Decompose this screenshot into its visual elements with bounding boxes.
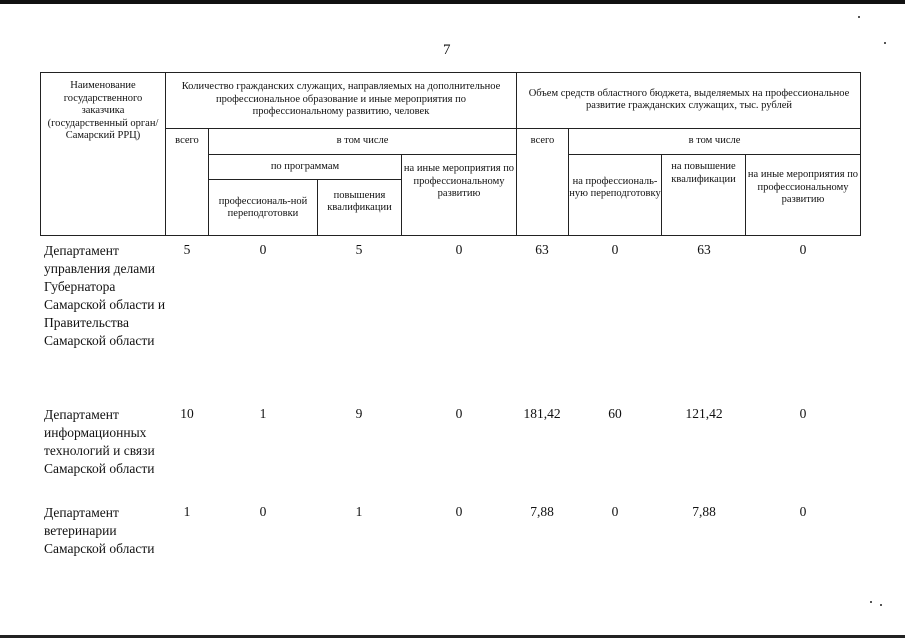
cell-quantity-retraining: 0 (259, 242, 267, 257)
cell-quantity-total: 1 (183, 504, 191, 519)
top-border-rule (0, 0, 905, 4)
cell-budget-total: 7,88 (530, 504, 554, 519)
header-budget-total: всего (530, 135, 555, 146)
cell-quantity-qualification: 9 (355, 406, 363, 421)
bottom-border-rule (0, 635, 905, 638)
row-department-name: Департамент управления делами Губернатора Самарской области и Правительства Самарской области (44, 243, 166, 348)
cell-budget-other: 0 (799, 504, 807, 519)
row-department-name: Департамент ветеринарии Самарской области (44, 505, 155, 556)
cell-quantity-other: 0 (455, 406, 463, 421)
cell-quantity-retraining: 0 (259, 504, 267, 519)
header-budget-group: Объем средств областного бюджета, выделяемых на профессиональное развитие гражданских служащих, тыс. рублей (528, 87, 850, 111)
cell-budget-other: 0 (799, 242, 807, 257)
cell-budget-total: 63 (535, 242, 549, 257)
scan-speck (884, 42, 886, 44)
cell-budget-other: 0 (799, 406, 807, 421)
cell-quantity-qualification: 5 (355, 242, 363, 257)
cell-budget-retraining: 0 (611, 242, 619, 257)
header-quantity-retraining: профессиональ-ной переподготовки (218, 195, 308, 219)
header-quantity-qualification: повышения квалификации (327, 189, 392, 213)
header-budget-including: в том числе (688, 135, 741, 147)
row-department-name: Департамент информационных технологий и связи Самарской области (44, 407, 155, 476)
header-budget-other: на иные мероприятия по профессиональному развитию (747, 169, 859, 206)
scan-speck (880, 604, 882, 606)
header-customer: Наименование государственного заказчика (государственный орган/Самарский РРЦ) (47, 80, 159, 141)
cell-budget-qualification: 121,42 (685, 406, 723, 421)
cell-budget-qualification: 7,88 (692, 504, 716, 519)
cell-quantity-retraining: 1 (259, 406, 267, 421)
cell-quantity-qualification: 1 (355, 504, 363, 519)
header-budget-qualification: на повышение квалификации (671, 161, 736, 185)
header-quantity-by-programs: по программам (270, 160, 340, 172)
header-budget-retraining: на профессиональ-ную переподготовку (569, 175, 661, 199)
cell-budget-retraining: 60 (608, 406, 622, 421)
cell-quantity-other: 0 (455, 504, 463, 519)
page-number: 7 (443, 42, 451, 58)
cell-budget-total: 181,42 (523, 406, 561, 421)
cell-budget-qualification: 63 (697, 242, 711, 257)
header-quantity-other: на иные мероприятия по профессиональному развитию (403, 163, 515, 200)
header-quantity-including: в том числе (336, 135, 389, 147)
header-quantity-total: всего (175, 135, 199, 146)
cell-budget-retraining: 0 (611, 504, 619, 519)
scan-speck (858, 16, 860, 18)
cell-quantity-total: 5 (183, 242, 191, 257)
cell-quantity-total: 10 (180, 406, 194, 421)
cell-quantity-other: 0 (455, 242, 463, 257)
header-quantity-group: Количество гражданских служащих, направляемых на дополнительное профессиональное образование и иные мероприятия по профессиональному развитию, человек (181, 81, 501, 118)
scan-speck (870, 601, 872, 603)
